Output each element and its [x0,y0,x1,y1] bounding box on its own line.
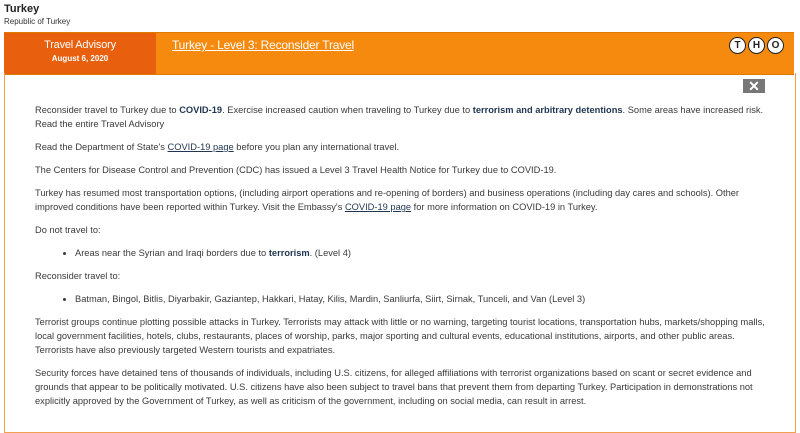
state-covid-paragraph [35,140,765,154]
country-name: Turkey [4,3,40,15]
text-span: Reconsider travel to Turkey due to [35,105,180,115]
tho-indicators [729,37,784,54]
cdc-paragraph: The Centers for Disease Control and Prevention (CDC) has issued a Level 3 Travel Health Notice for Turkey due to COVID-19. [35,165,557,175]
terrorism-term: terrorism [268,248,310,258]
reconsider-heading: Reconsider travel to: [35,271,121,281]
summary-paragraph [35,103,765,131]
indicator-h-icon[interactable]: H [748,37,765,54]
advisory-date: August 6, 2020 [51,54,109,63]
do-not-travel-list [35,246,765,260]
advisory-text [35,103,765,417]
security-forces-paragraph: Security forces have detained tens of thousands of individuals, including U.S. citizens, for alleged affiliations with terrorist organizations based on scant or secret evidence and grounds that appear to be politically motivated. U.S. citizens have also been subject to travel bans that prevent them from departing Turkey. Participation in demonstrations not explicitly approved by the Government of Turkey, as well as criticism of the government, including on social media, can result in arrest. [35,368,753,406]
indicator-o-icon[interactable]: O [767,37,784,54]
do-not-travel-heading: Do not travel to: [35,225,101,235]
advisory-label-box [4,33,156,74]
close-button[interactable]: ✕ [743,79,765,93]
text-span: for more information on COVID-19 in Turkey. [411,202,598,212]
text-span: Read the Department of State's [35,142,168,152]
text-span: . Some areas have increased risk. Read the entire Travel Advisory [35,105,764,129]
list-item [75,246,765,260]
reconsider-list [35,292,765,306]
list-item: • Batman, Bingol, Bitlis, Diyarbakir, Gaziantep, Hakkari, Hatay, Kilis, Mardin, Sanliurfa, Siirt, Sirnak, Tunceli, and Van (Level 3) [75,292,765,306]
advisory-label: Travel Advisory [44,39,116,51]
advisory-title-link[interactable]: Turkey - Level 3: Reconsider Travel [172,38,354,52]
text-span: Areas near the Syrian and Iraqi borders due to [75,248,269,258]
terrorism-highlight: terrorism and arbitrary detentions [472,105,623,115]
transport-paragraph [35,186,765,214]
state-covid-link[interactable]: COVID-19 page [167,142,234,152]
covid-highlight: COVID-19 [179,105,223,115]
advisory-bar [4,32,794,75]
country-header [4,3,70,27]
terrorist-groups-paragraph: Terrorist groups continue plotting possible attacks in Turkey. Terrorists may attack with little or no warning, targeting tourist locations, transportation hubs, markets/shopping malls, local government facilities, hotels, clubs, restaurants, places of worship, parks, major sporting and cultural events, educational institutions, airports, and other public areas. Terrorists have also previously targeted Western tourists and expatriates. [35,317,765,355]
text-span: . Exercise increased caution when traveling to Turkey due to [222,105,473,115]
text-span: before you plan any international travel. [233,142,400,152]
embassy-covid-link[interactable]: COVID-19 page [344,202,412,212]
country-official-name: Republic of Turkey [4,17,71,26]
advisory-content-panel [4,73,796,433]
indicator-t-icon[interactable]: T [729,37,746,54]
text-span: . (Level 4) [309,248,351,258]
text-span: Turkey has resumed most transportation options, (including airport operations and re-opening of borders) and business operations (including day cares and schools). Other improved conditions have been reported within Turkey. Visit the Embassy's [35,188,740,212]
